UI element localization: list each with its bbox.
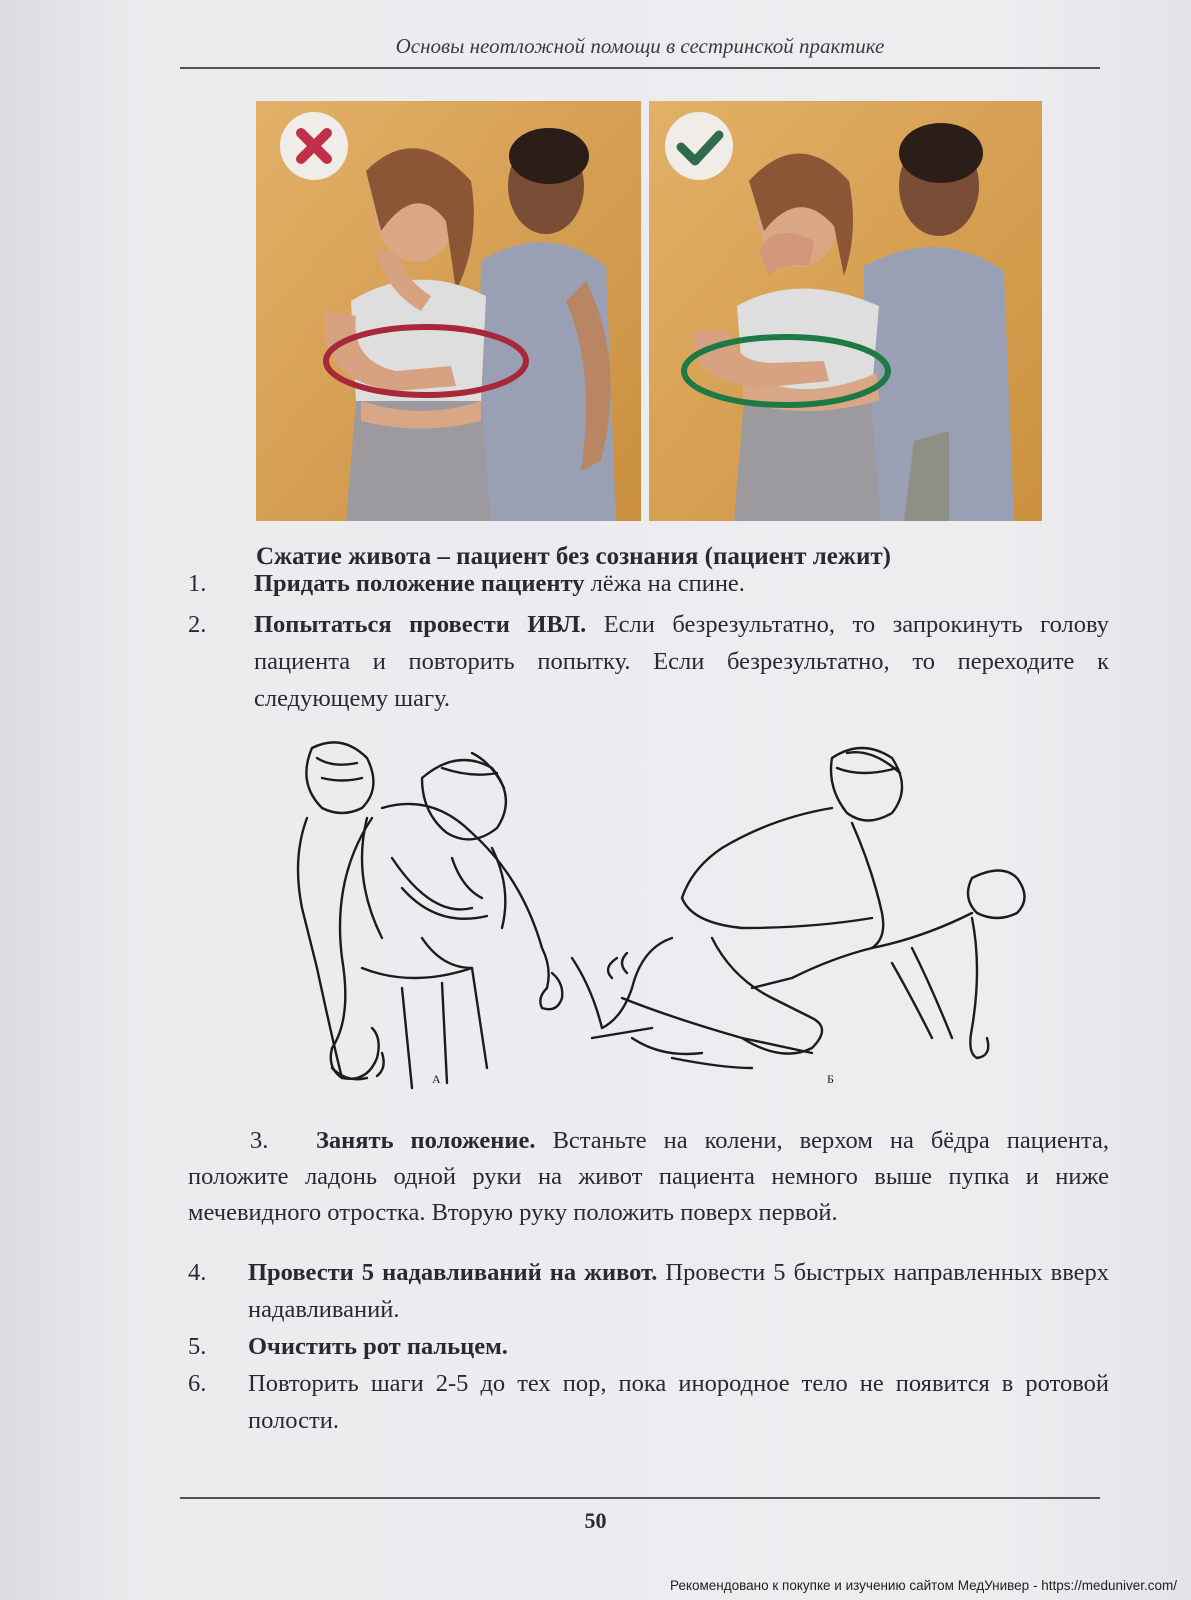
illustration-a [298, 742, 562, 1088]
step-title: Попытаться провести ИВЛ. [254, 611, 587, 638]
step-title: Занять положение. [316, 1127, 536, 1154]
step-text: Провести 5 быстрых направленных вверх надавливаний. [248, 1259, 1109, 1323]
step-text: Если безрезультатно, то запрокинуть голову пациента и повторить попытку. Если безрезультатно, то переходите к следующему шагу. [254, 611, 1110, 712]
label-a: А [432, 1072, 441, 1086]
label-b: Б [827, 1072, 834, 1086]
step-number: 3. [250, 1127, 269, 1154]
step-3 [188, 1123, 1109, 1231]
watermark-text: Рекомендовано к покупке и изучению сайтом МедУнивер - https://meduniver.com/ [670, 1578, 1177, 1593]
step-title: Провести 5 надавливаний на живот. [248, 1259, 658, 1286]
footer-divider [180, 1497, 1100, 1499]
step-title: Очистить рот пальцем. [248, 1333, 508, 1360]
page-number: 50 [584, 1508, 607, 1533]
header-divider [180, 67, 1100, 69]
step-title: Придать положение пациенту [254, 570, 585, 597]
step-text: Встаньте на колени, верхом на бёдра пациента, положите ладонь одной руки на живот пациента немного выше пупка и ниже мечевидного отростка. Вторую руку положить поверх первой. [188, 1127, 1109, 1226]
step-number: 6. [188, 1370, 207, 1397]
step-number: 2. [188, 611, 207, 638]
step-number: 4. [188, 1259, 207, 1286]
step-text: лёжа на спине. [584, 570, 745, 597]
photo-incorrect-technique [256, 101, 641, 521]
step-number: 1. [188, 570, 207, 597]
procedure-illustration [272, 738, 1052, 1103]
photo-correct-technique [649, 101, 1042, 521]
section-heading: Сжатие живота – пациент без сознания (пациент лежит) [256, 543, 891, 570]
step-number: 5. [188, 1333, 207, 1360]
illustration-b [572, 748, 1025, 1086]
step-text: Повторить шаги 2-5 до тех пор, пока инородное тело не появится в ротовой полости. [248, 1370, 1109, 1434]
running-header: Основы неотложной помощи в сестринской практике [395, 34, 885, 58]
